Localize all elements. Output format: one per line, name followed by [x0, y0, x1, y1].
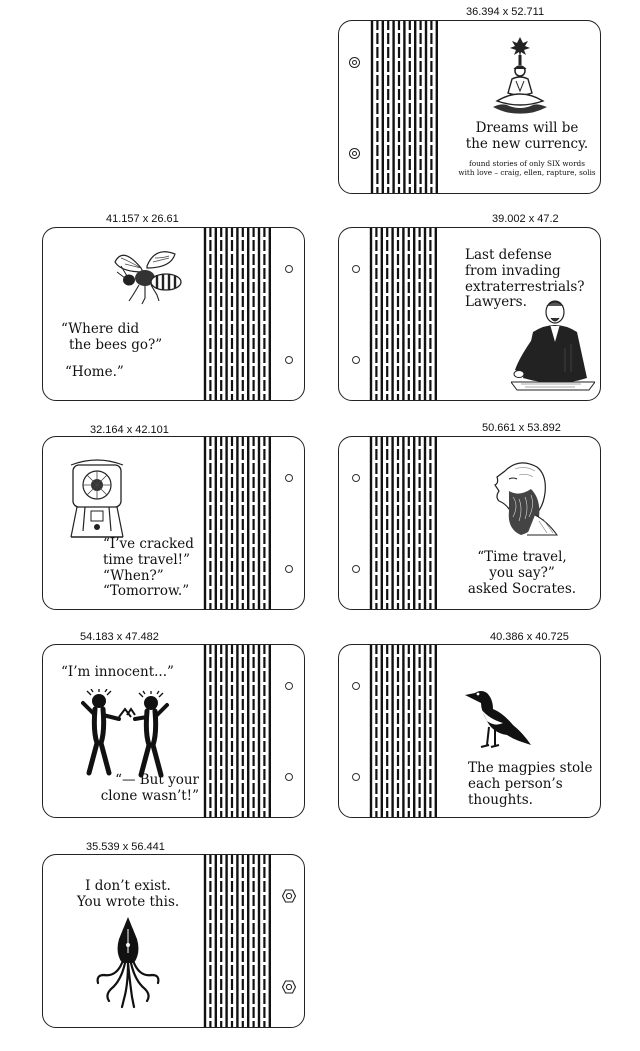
binder-hole-icon [285, 474, 293, 482]
binding-stripes [203, 436, 275, 610]
quote-line: The magpies stole [468, 760, 593, 776]
card-quote [452, 550, 592, 597]
story-card-dont-exist[interactable] [42, 854, 305, 1028]
quote-line: asked Socrates. [467, 580, 577, 597]
quote-line: Last defense [465, 247, 552, 263]
quote-line: “I’ve cracked [103, 536, 194, 552]
card-quote: “I’m innocent...” [61, 664, 174, 680]
story-card-clone[interactable] [42, 644, 305, 818]
story-card-lawyers[interactable] [338, 227, 601, 401]
card-answer [89, 773, 199, 805]
card-quote [63, 879, 193, 911]
binder-hole-icon [352, 565, 360, 573]
binder-hole-icon [352, 265, 360, 273]
answer-line: clone wasn’t!” [100, 787, 199, 804]
binding-stripes [203, 644, 275, 818]
quote-line: time travel!” [103, 551, 191, 568]
quote-line: the bees go?” [69, 336, 163, 353]
card-quote [468, 761, 592, 808]
binding-stripes [203, 854, 275, 1028]
quote-line: “Tomorrow.” [103, 583, 190, 600]
binder-hole-icon [285, 682, 293, 690]
card-footer [452, 160, 601, 177]
quote-line: “When?” [103, 567, 164, 584]
card-quote [61, 322, 162, 354]
quote-line: extraterrestrials? [465, 278, 585, 295]
quote-line: you say?” [489, 564, 555, 581]
binder-hole-icon [285, 565, 293, 573]
binding-stripes [369, 227, 441, 401]
story-card-bees[interactable] [42, 227, 305, 401]
magpie-icon [463, 685, 533, 757]
quote-line: I don’t exist. [85, 878, 171, 894]
binding-stripes [369, 436, 441, 610]
quote-line: each person’s [468, 775, 563, 792]
footer-line: found stories of only SIX words [469, 159, 585, 168]
quote-line: “Time travel, [477, 549, 567, 565]
quote-line: Dreams will be [475, 120, 579, 136]
time-machine-icon [65, 455, 129, 541]
quote-line: the new currency. [465, 135, 589, 152]
bee-icon [111, 248, 187, 306]
card-dimension-label: 41.157 x 26.61 [106, 213, 179, 225]
hex-bolt-icon [282, 889, 296, 903]
card-dimension-label: 35.539 x 56.441 [86, 841, 165, 853]
lawyer-icon [511, 298, 595, 392]
hex-bolt-icon [282, 980, 296, 994]
card-dimension-label: 36.394 x 52.711 [466, 6, 545, 18]
binding-stripes [369, 644, 441, 818]
card-dimension-label: 50.661 x 53.892 [482, 422, 561, 434]
binder-hole-icon [352, 682, 360, 690]
petroglyph-figures-icon [79, 689, 173, 781]
pen-nib-squid-icon [95, 915, 161, 1011]
binder-ring-icon [349, 57, 360, 68]
socrates-bust-icon [485, 457, 559, 539]
quote-line: You wrote this. [76, 893, 180, 910]
binder-hole-icon [285, 356, 293, 364]
quote-line: thoughts. [468, 791, 533, 808]
card-dimension-label: 54.183 x 47.482 [80, 631, 159, 643]
meditating-monk-icon [487, 35, 553, 119]
card-dimension-label: 40.386 x 40.725 [490, 631, 569, 643]
quote-line: from invading [465, 262, 561, 279]
binder-hole-icon [285, 265, 293, 273]
story-card-time-travel[interactable] [42, 436, 305, 610]
binder-ring-icon [349, 148, 360, 159]
binder-hole-icon [352, 773, 360, 781]
answer-line: “— But your [115, 772, 199, 788]
footer-line: with love – craig, ellen, rapture, solis [458, 167, 596, 177]
story-card-dreams[interactable] [338, 20, 601, 194]
binding-stripes [203, 227, 275, 401]
story-card-socrates[interactable] [338, 436, 601, 610]
quote-line: “Where did [61, 321, 140, 337]
binder-hole-icon [352, 356, 360, 364]
card-dimension-label: 32.164 x 42.101 [90, 424, 169, 436]
binder-hole-icon [285, 773, 293, 781]
card-quote [103, 537, 194, 600]
quote-line: Lawyers. [465, 294, 527, 311]
card-answer: “Home.” [65, 364, 124, 380]
card-quote [452, 121, 601, 153]
binding-stripes [369, 20, 451, 194]
binder-hole-icon [352, 474, 360, 482]
card-dimension-label: 39.002 x 47.2 [492, 213, 559, 225]
story-card-magpies[interactable] [338, 644, 601, 818]
